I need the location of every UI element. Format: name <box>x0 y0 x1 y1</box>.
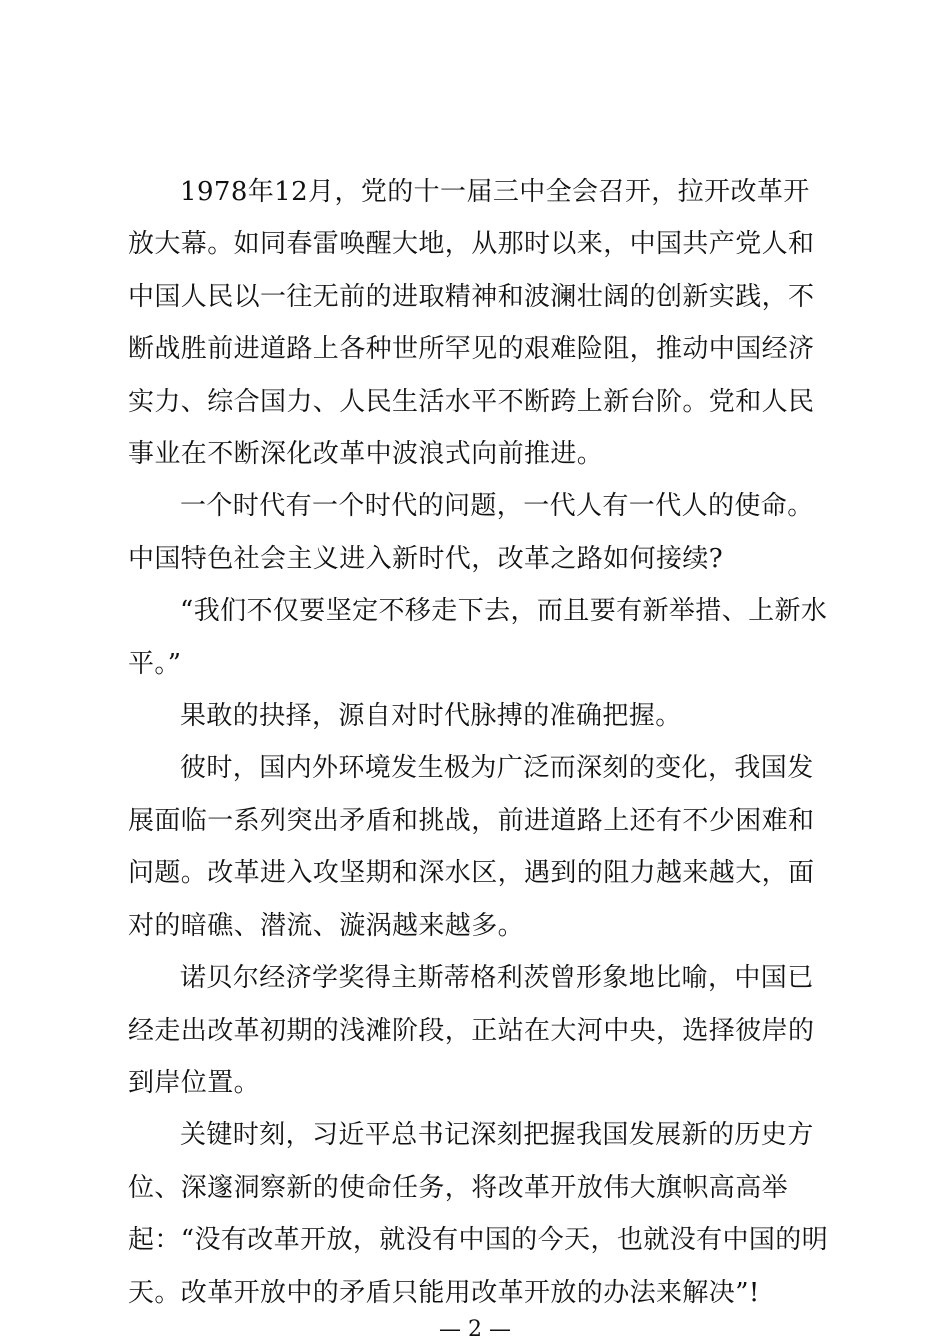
page-number: — 2 — <box>439 1317 511 1342</box>
paragraph: 关键时刻，习近平总书记深刻把握我国发展新的历史方位、深邃洞察新的使命任务，将改革开放伟大旗帜高高举起：“没有改革开放，就没有中国的今天，也就没有中国的明天。改革开放中的矛盾只能用改革开放的办法来解决”! <box>128 1120 829 1308</box>
paragraph: 一个时代有一个时代的问题，一代人有一代人的使命。中国特色社会主义进入新时代，改革之路如何接续? <box>128 491 814 574</box>
paragraph: 果敢的抉择，源自对时代脉搏的准确把握。 <box>180 701 682 732</box>
paragraph: 彼时，国内外环境发生极为广泛而深刻的变化，我国发展面临一系列突出矛盾和挑战，前进道路上还有不少困难和问题。改革进入攻坚期和深水区，遇到的阻力越来越大，面对的暗礁、潜流、漩涡越来越多。 <box>128 753 815 941</box>
paragraph: 1978年12月，党的十一届三中全会召开，拉开改革开放大幕。如同春雷唤醒大地，从那时以来，中国共产党人和中国人民以一往无前的进取精神和波澜壮阔的创新实践，不断战胜前进道路上各种世所罕见的艰难险阻，推动中国经济实力、综合国力、人民生活水平不断跨上新台阶。党和人民事业在不断深化改革中波浪式向前推进。 <box>128 177 815 470</box>
document-body <box>128 166 836 1319</box>
paragraph: 诺贝尔经济学奖得主斯蒂格利茨曾形象地比喻，中国已经走出改革初期的浅滩阶段，正站在大河中央，选择彼岸的到岸位置。 <box>128 963 815 1098</box>
paragraph: “我们不仅要坚定不移走下去，而且要有新举措、上新水平。” <box>128 596 828 679</box>
